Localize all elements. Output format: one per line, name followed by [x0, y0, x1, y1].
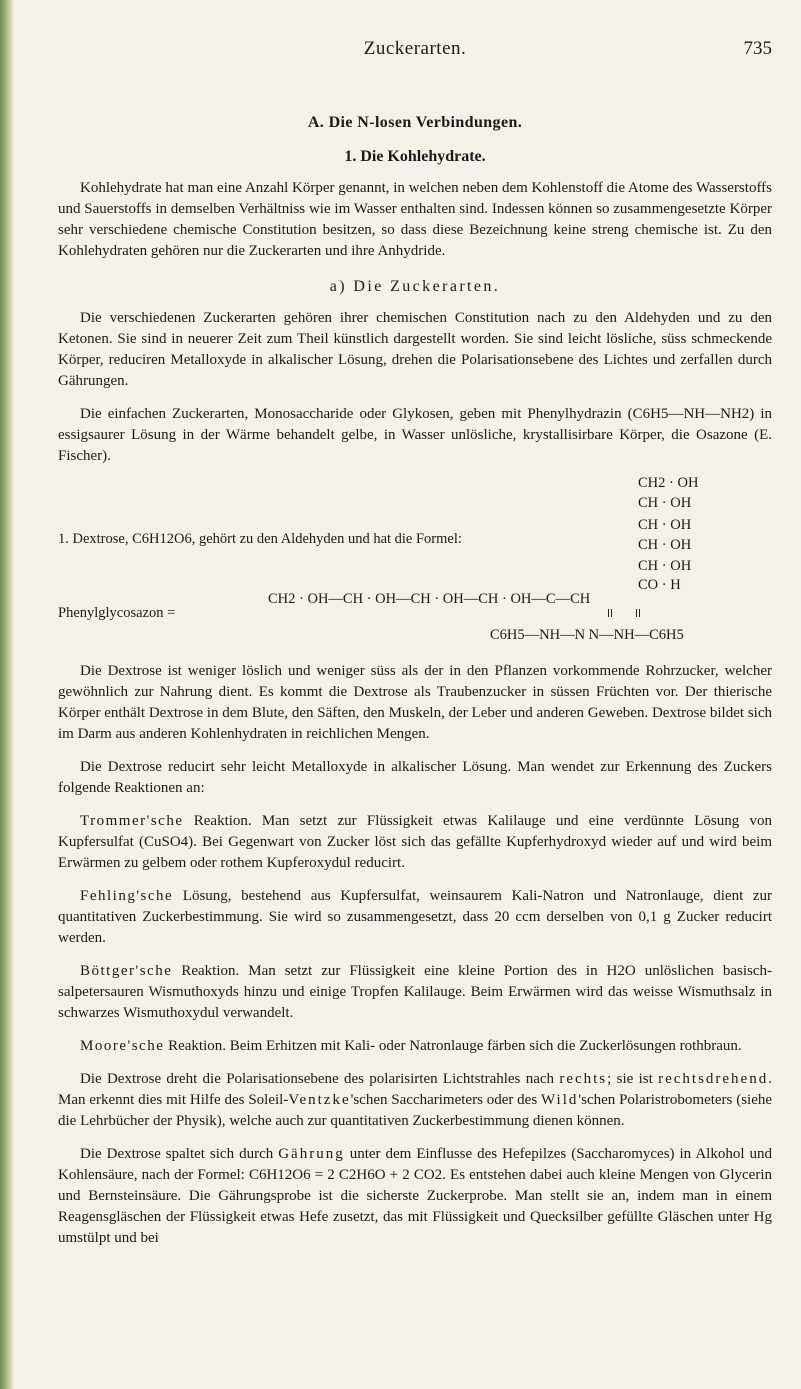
polarisation-mid1: ; sie ist	[607, 1071, 659, 1087]
subsection-title: 1. Die Kohlehydrate.	[344, 148, 486, 165]
gaehrung-post: unter dem Einflusse des Hefepilzes (Saccharomyces) in Alkohol und Kohlensäure, nach der Formel: C6H12O6 = 2 C2H6O + 2 CO2. Es entstehen dabei auch kleine Mengen von Glycerin und Bernsteinsäure. Die Gährungsprobe ist die sicherste Zuckerprobe. Man stellt sie an, indem man in einem Reagensgläschen der Flüssigkeit etwas Hefe zusetzt, das mit Flüssigkeit und Quecksilber gefüllte Gläschen unter Hg umstülpt und bei	[58, 1146, 772, 1246]
trommer-text: Reaktion. Man setzt zur Flüssigkeit etwas Kalilauge und eine verdünnte Lösung von Kupfersulfat (CuSO4). Bei Gegenwart von Zucker löst sich das gefällte Kupferhydroxyd wieder auf und wird beim Erwärmen zu gelbem oder rothem Kupferoxydul reducirt.	[58, 813, 772, 871]
fehling-text: Lösung, bestehend aus Kupfersulfat, weinsaurem Kali-Natron und Natronlauge, dient zur quantitativen Zuckerbestimmung. Sie wird so zusammengesetzt, dass 20 ccm derselben von 0,1 g Zucker reducirt werden.	[58, 888, 772, 946]
section-title: A. Die N-losen Verbindungen.	[307, 114, 523, 131]
fehling-name: Fehling'sche	[80, 888, 174, 904]
paragraph-osazone: Die einfachen Zuckerarten, Monosaccharide oder Glykosen, geben mit Phenylhydrazin (C6H5—NH—NH2) in essigsaurer Lösung in der Wärme behandelt gelbe, in Wasser unlösliche, krystallisirbare Körper, die Osazone (E. Fischer).	[58, 406, 772, 464]
book-page	[58, 38, 772, 1249]
osazone-double-bond-left-2	[611, 609, 612, 617]
dextrose-chain-line-3: CH · OH	[638, 517, 692, 533]
polarisation-rechtsdrehend: rechtsdrehend	[658, 1071, 769, 1087]
osazone-double-bond-right-2	[639, 609, 640, 617]
osazone-double-bond-right	[636, 609, 637, 617]
trommer-name: Trommer'sche	[80, 813, 184, 829]
dextrose-formula-block	[58, 473, 772, 627]
intro-paragraph: Kohlehydrate hat man eine Anzahl Körper genannt, in welchen neben dem Kohlenstoff die Atome des Wasserstoffs und Sauerstoffs in demselben Verhältniss wie im Wasser enthalten sind. Indessen können so zusammengesetzte Körper sehr verschiedene chemische Constitution besitzen, so dass diese Bezeichnung keine streng chemische ist. Zu den Kohlehydraten gehören nur die Zuckerarten und ihre Anhydride.	[58, 180, 772, 259]
paragraph-boettger	[58, 961, 772, 1024]
page-number: 735	[743, 38, 772, 59]
paragraph-fehling	[58, 886, 772, 949]
osazone-formula-bottom: C6H5—NH—N N—NH—C6H5	[490, 627, 684, 643]
dextrose-chain-line-5: CH · OH	[638, 558, 692, 574]
paragraph-polarisation	[58, 1069, 772, 1132]
paragraph-moore	[58, 1036, 772, 1057]
page-binding-edge	[0, 0, 14, 1389]
running-head-title: Zuckerarten.	[363, 38, 467, 59]
dextrose-chain-line-2: CH · OH	[638, 495, 692, 511]
polarisation-pre: Die Dextrose dreht die Polarisationsebene des polarisirten Lichtstrahles nach	[80, 1071, 560, 1087]
paragraph-sugar-constitution: Die verschiedenen Zuckerarten gehören ihrer chemischen Constitution nach zu den Aldehyden und zu den Ketonen. Sie sind in neuerer Zeit zum Theil künstlich dargestellt worden. Sie sind leicht lösliche, süss schmeckende Körper, reduciren Metalloxyde in alkalischer Lösung, drehen die Polarisationsebene des Lichtes und zerfallen durch Gährungen.	[58, 310, 772, 389]
gaehrung-pre: Die Dextrose spaltet sich durch	[80, 1146, 279, 1162]
gaehrung-term: Gährung	[278, 1146, 345, 1162]
subsubsection-title: a) Die Zuckerarten.	[329, 278, 501, 295]
paragraph-reactions-intro: Die Dextrose reducirt sehr leicht Metalloxyde in alkalischer Lösung. Man wendet zur Erkennung des Zuckers folgende Reaktionen an:	[58, 759, 772, 796]
paragraph-gaehrung	[58, 1144, 772, 1249]
osazone-formula-label: Phenylglycosazon =	[58, 605, 176, 621]
paragraph-dextrose-occurrence: Die Dextrose ist weniger löslich und weniger süss als der in den Pflanzen vorkommende Rohrzucker, welcher gewöhnlich zur Nahrung dient. Es kommt die Dextrose als Traubenzucker in süssen Früchten vor. Der thierische Körper enthält Dextrose in dem Blute, den Säften, den Muskeln, der Leber und anderen Geweben. Dextrose bildet sich im Darm aus anderen Kohlenhydraten in reichlichen Mengen.	[58, 663, 772, 742]
moore-text: Reaktion. Beim Erhitzen mit Kali- oder Natronlauge färben sich die Zuckerlösungen rothbraun.	[164, 1038, 742, 1054]
boettger-text: Reaktion. Man setzt zur Flüssigkeit eine kleine Portion des in H2O unlöslichen basisch-salpetersauren Wismuthoxyds hinzu und einige Tropfen Kalilauge. Beim Erwärmen wird das weisse Wismuthsalz in schwarzes Wismuthoxydul verwandelt.	[58, 963, 772, 1021]
osazone-double-bond-left	[608, 609, 609, 617]
paragraph-trommer	[58, 811, 772, 874]
osazone-formula-top: CH2 · OH—CH · OH—CH · OH—CH · OH—C—CH	[268, 591, 591, 607]
dextrose-chain-line-1: CH2 · OH	[638, 475, 699, 491]
boettger-name: Böttger'sche	[80, 963, 173, 979]
polarisation-mid3: 'schen Saccharimeters oder des	[350, 1092, 541, 1108]
polarisation-post: 'schen Polaristrobometers (siehe die Lehrbücher der Physik), welche auch zur quantitativen Zuckerbestimmung dienen können.	[58, 1092, 773, 1129]
polarisation-rechts: rechts	[559, 1071, 608, 1087]
dextrose-chain-line-4: CH · OH	[638, 537, 692, 553]
dextrose-formula-label: 1. Dextrose, C6H12O6, gehört zu den Aldehyden und hat die Formel:	[58, 531, 462, 547]
polarisation-mid2: . Man erkennt dies mit Hilfe des Soleil-	[58, 1071, 772, 1108]
running-head	[58, 38, 772, 66]
polarisation-ventzke: Ventzke	[288, 1092, 351, 1108]
moore-name: Moore'sche	[80, 1038, 165, 1054]
dextrose-chain-line-6: CO · H	[638, 577, 681, 593]
polarisation-wild: Wild	[541, 1092, 579, 1108]
